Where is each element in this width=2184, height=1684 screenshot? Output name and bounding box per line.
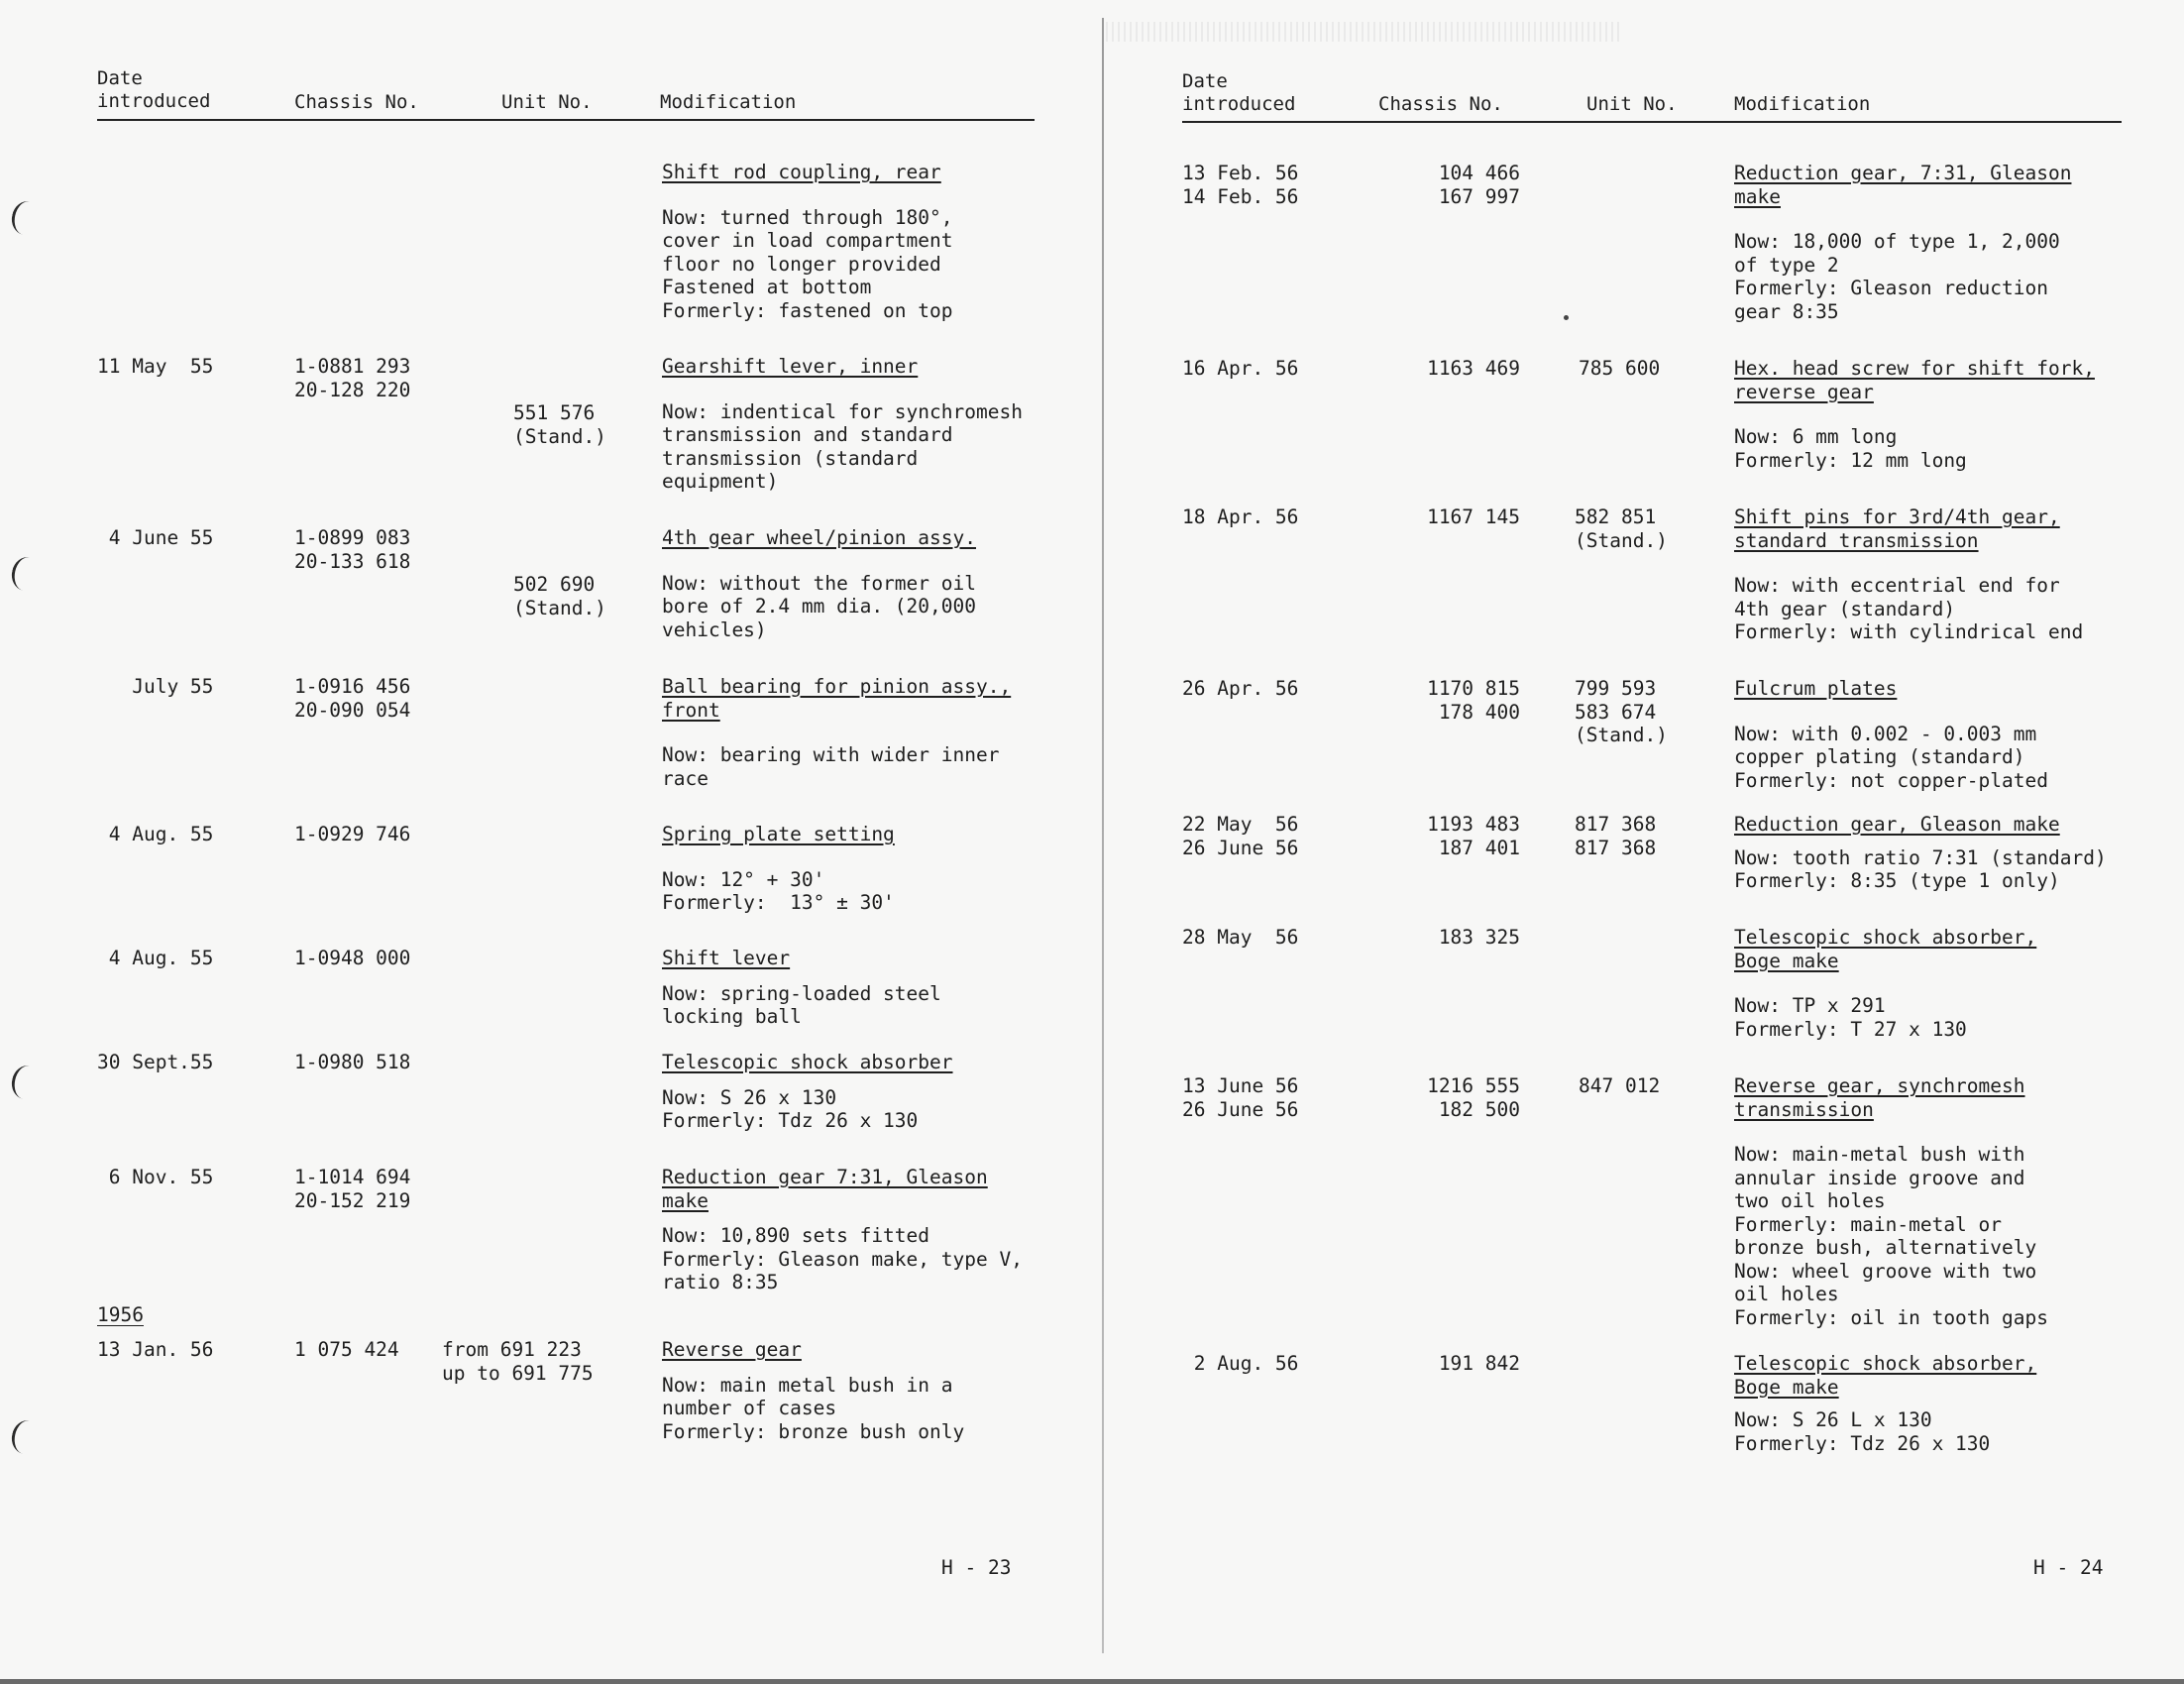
page-h24 bbox=[1104, 0, 2184, 1684]
header-unit: Unit No. bbox=[501, 91, 593, 113]
modification-cell bbox=[662, 1166, 1023, 1294]
modification-title: Shift rod coupling, rear bbox=[662, 161, 941, 183]
modification-cell bbox=[1734, 1074, 2048, 1329]
date-cell: 28 May 56 bbox=[1182, 926, 1299, 949]
modification-body: Now: without the former oil bore of 2.4 mm dia. (20,000 vehicles) bbox=[662, 571, 976, 641]
modification-title: Reduction gear 7:31, Gleason make bbox=[662, 1166, 988, 1212]
unit-cell: 817 368 817 368 bbox=[1575, 813, 1657, 859]
chassis-cell: 1-0881 293 20-128 220 bbox=[294, 355, 411, 401]
chassis-cell: 1216 555 182 500 bbox=[1427, 1074, 1520, 1121]
modification-title: Ball bearing for pinion assy., front bbox=[662, 675, 1012, 722]
date-cell: 18 Apr. 56 bbox=[1182, 505, 1299, 528]
modification-body: Now: with 0.002 - 0.003 mm copper plating (standard) Formerly: not copper-plated bbox=[1734, 722, 2048, 792]
chassis-cell: 1-0929 746 bbox=[294, 823, 411, 845]
modification-title: 4th gear wheel/pinion assy. bbox=[662, 526, 976, 549]
unit-cell: from 691 223 up to 691 775 bbox=[442, 1338, 594, 1385]
chassis-cell: 1-0948 000 bbox=[294, 947, 411, 969]
unit-cell: 847 012 bbox=[1579, 1074, 1661, 1097]
modification-title: Shift lever bbox=[662, 947, 791, 969]
header-rule bbox=[97, 119, 1035, 121]
year-label: 1956 bbox=[97, 1303, 144, 1326]
chassis-cell: 1-0980 518 bbox=[294, 1051, 411, 1073]
date-cell: 4 Aug. 55 bbox=[97, 823, 214, 845]
modification-title: Reduction gear, 7:31, Gleason make bbox=[1734, 162, 2072, 208]
modification-body: Now: turned through 180°, cover in load compartment floor no longer provided Fastened at bottom Formerly: fastened on top bbox=[662, 205, 953, 322]
chassis-cell: 1163 469 bbox=[1427, 357, 1520, 380]
chassis-cell: 1167 145 bbox=[1427, 505, 1520, 528]
modification-cell bbox=[662, 526, 976, 641]
date-cell: July 55 bbox=[97, 675, 214, 698]
modification-title: Shift pins for 3rd/4th gear, standard transmission bbox=[1734, 505, 2060, 552]
scan-edge bbox=[0, 1679, 2184, 1684]
header-date: Date introduced bbox=[1182, 70, 1296, 115]
unit-cell: 582 851 (Stand.) bbox=[1575, 505, 1668, 552]
modification-cell bbox=[1734, 926, 2036, 1041]
modification-cell bbox=[1734, 813, 2107, 893]
header-chassis: Chassis No. bbox=[294, 91, 419, 113]
modification-cell bbox=[662, 823, 895, 915]
modification-body: Now: with eccentrial end for 4th gear (standard) Formerly: with cylindrical end bbox=[1734, 574, 2084, 643]
modification-cell bbox=[1734, 357, 2095, 472]
modification-title: Gearshift lever, inner bbox=[662, 355, 919, 378]
header-modification: Modification bbox=[660, 91, 797, 113]
date-cell: 16 Apr. 56 bbox=[1182, 357, 1299, 380]
modification-body: Now: tooth ratio 7:31 (standard) Formerly: 8:35 (type 1 only) bbox=[1734, 845, 2107, 892]
punch-hole-mark bbox=[9, 554, 44, 593]
modification-title: Spring plate setting bbox=[662, 823, 895, 845]
modification-cell bbox=[1734, 1352, 2036, 1455]
date-cell: 13 Jan. 56 bbox=[97, 1338, 214, 1361]
date-cell: 22 May 56 26 June 56 bbox=[1182, 813, 1299, 859]
date-cell: 2 Aug. 56 bbox=[1182, 1352, 1299, 1375]
date-cell: 4 June 55 bbox=[97, 526, 214, 549]
date-cell: 11 May 55 bbox=[97, 355, 214, 378]
modification-body: Now: S 26 x 130 Formerly: Tdz 26 x 130 bbox=[662, 1085, 919, 1132]
chassis-cell: 191 842 bbox=[1438, 1352, 1520, 1375]
modification-cell bbox=[662, 355, 1023, 494]
header-chassis: Chassis No. bbox=[1378, 93, 1503, 115]
modification-title: Telescopic shock absorber, Boge make bbox=[1734, 1352, 2037, 1399]
chassis-cell: 183 325 bbox=[1438, 926, 1520, 949]
unit-cell: 502 690 (Stand.) bbox=[513, 573, 606, 619]
modification-body: Now: 18,000 of type 1, 2,000 of type 2 Formerly: Gleason reduction gear 8:35 bbox=[1734, 230, 2060, 323]
date-cell: 4 Aug. 55 bbox=[97, 947, 214, 969]
modification-body: Now: bearing with wider inner race bbox=[662, 743, 1000, 790]
modification-body: Now: S 26 L x 130 Formerly: Tdz 26 x 130 bbox=[1734, 1408, 1991, 1455]
header-rule bbox=[1182, 121, 2122, 123]
ink-speck bbox=[1564, 315, 1569, 320]
modification-cell bbox=[662, 1338, 964, 1443]
date-cell: 13 June 56 26 June 56 bbox=[1182, 1074, 1299, 1121]
unit-cell: 785 600 bbox=[1579, 357, 1661, 380]
chassis-cell: 1193 483 187 401 bbox=[1427, 813, 1520, 859]
modification-title: Telescopic shock absorber bbox=[662, 1051, 953, 1073]
modification-body: Now: 10,890 sets fitted Formerly: Gleason make, type V, ratio 8:35 bbox=[662, 1224, 1023, 1293]
punch-hole-mark bbox=[9, 1417, 44, 1456]
modification-body: Now: TP x 291 Formerly: T 27 x 130 bbox=[1734, 994, 1967, 1041]
unit-cell: 799 593 583 674 (Stand.) bbox=[1575, 677, 1668, 746]
unit-cell: 551 576 (Stand.) bbox=[513, 401, 606, 448]
date-cell: 13 Feb. 56 14 Feb. 56 bbox=[1182, 162, 1299, 208]
modification-title: Fulcrum plates bbox=[1734, 677, 1898, 700]
page-number: H - 23 bbox=[941, 1556, 1012, 1579]
modification-title: Hex. head screw for shift fork, reverse gear bbox=[1734, 357, 2095, 403]
date-cell: 6 Nov. 55 bbox=[97, 1166, 214, 1188]
modification-title: Telescopic shock absorber, Boge make bbox=[1734, 926, 2037, 972]
chassis-cell: 1-0899 083 20-133 618 bbox=[294, 526, 411, 573]
modification-cell bbox=[1734, 677, 2048, 792]
date-cell: 26 Apr. 56 bbox=[1182, 677, 1299, 700]
modification-body: Now: 12° + 30' Formerly: 13° ± 30' bbox=[662, 867, 895, 914]
modification-cell bbox=[1734, 162, 2071, 323]
punch-hole-mark bbox=[9, 198, 44, 237]
chassis-cell: 1-0916 456 20-090 054 bbox=[294, 675, 411, 722]
modification-body: Now: main-metal bush with annular inside groove and two oil holes Formerly: main-metal or bronze bush, alternatively Now: wheel groove with two oil holes Formerly: oil in tooth gaps bbox=[1734, 1143, 2048, 1329]
modification-body: Now: spring-loaded steel locking ball bbox=[662, 981, 941, 1028]
header-unit: Unit No. bbox=[1586, 93, 1678, 115]
header-date: Date introduced bbox=[97, 67, 211, 112]
modification-body: Now: indentical for synchromesh transmission and standard transmission (standard equipment) bbox=[662, 399, 1023, 493]
modification-cell bbox=[662, 947, 941, 1029]
date-cell: 30 Sept.55 bbox=[97, 1051, 214, 1073]
modification-body: Now: main metal bush in a number of cases Formerly: bronze bush only bbox=[662, 1373, 965, 1443]
modification-body: Now: 6 mm long Formerly: 12 mm long bbox=[1734, 425, 1967, 472]
modification-title: Reverse gear bbox=[662, 1338, 802, 1361]
modification-title: Reverse gear, synchromesh transmission bbox=[1734, 1074, 2025, 1121]
modification-title: Reduction gear, Gleason make bbox=[1734, 813, 2060, 836]
modification-cell bbox=[662, 1051, 953, 1133]
header-modification: Modification bbox=[1734, 93, 1871, 115]
punch-hole-mark bbox=[9, 1063, 44, 1101]
chassis-cell: 1 075 424 bbox=[294, 1338, 399, 1361]
chassis-cell: 104 466 167 997 bbox=[1438, 162, 1520, 208]
chassis-cell: 1-1014 694 20-152 219 bbox=[294, 1166, 411, 1212]
modification-cell bbox=[662, 161, 953, 322]
chassis-cell: 1170 815 178 400 bbox=[1427, 677, 1520, 724]
modification-cell bbox=[1734, 505, 2083, 644]
page-number: H - 24 bbox=[2033, 1556, 2104, 1579]
modification-cell bbox=[662, 675, 1011, 790]
